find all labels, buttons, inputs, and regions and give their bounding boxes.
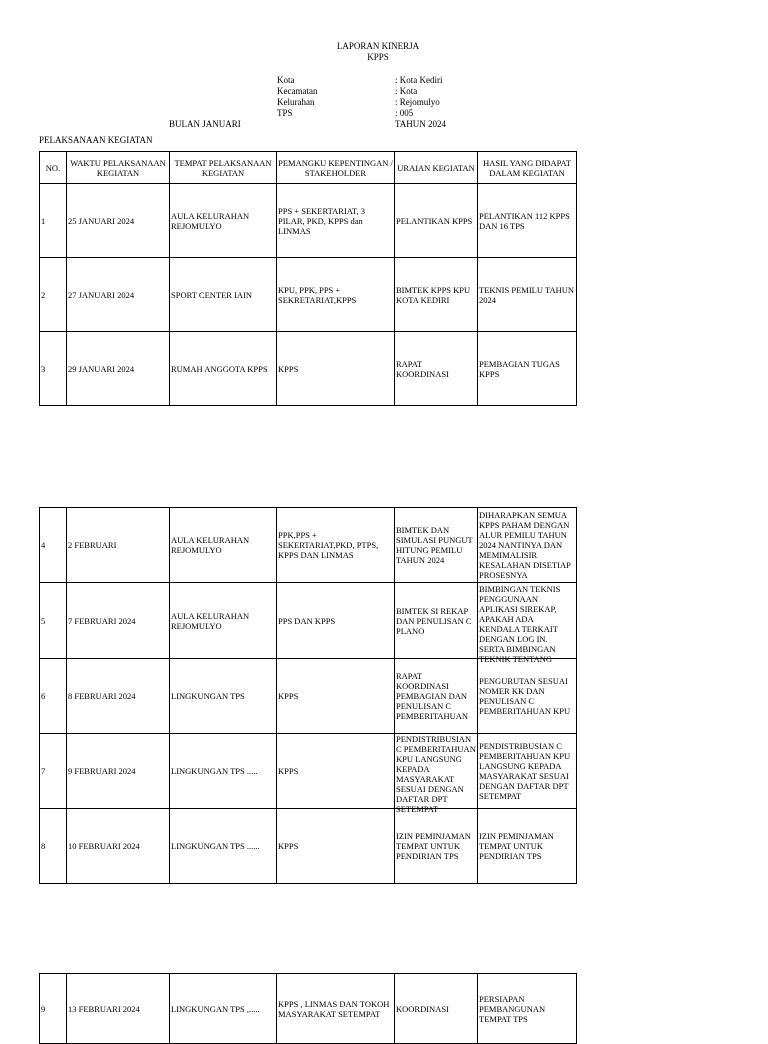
table-row [40, 332, 577, 406]
table-row [40, 508, 577, 583]
table-row [40, 184, 577, 258]
cell-date: 9 FEBRUARI 2024 [67, 734, 170, 809]
info-value: : Rejomulyo [395, 97, 440, 107]
cell-place: AULA KELURAHAN REJOMULYO [170, 508, 277, 583]
activity-table-part-2 [39, 507, 577, 884]
cell-no: 6 [40, 659, 67, 734]
cell-no: 1 [40, 184, 67, 258]
cell-activity: IZIN PEMINJAMAN TEMPAT UNTUK PENDIRIAN TPS [395, 809, 478, 884]
cell-result: TEKNIS PEMILU TAHUN 2024 [478, 258, 577, 332]
cell-date: 13 FEBRUARI 2024 [67, 974, 170, 1044]
table-row [40, 659, 577, 734]
cell-result [478, 508, 577, 583]
cell-activity: BIMTEK KPPS KPU KOTA KEDIRI [395, 258, 478, 332]
info-value: : 005 [395, 108, 414, 118]
info-label: TPS [277, 108, 293, 118]
cell-activity: RAPAT KOORDINASI [395, 332, 478, 406]
cell-activity: KOORDINASI [395, 974, 478, 1044]
cell-date: 7 FEBRUARI 2024 [67, 583, 170, 659]
info-value: : Kota Kediri [395, 75, 443, 85]
cell-no: 9 [40, 974, 67, 1044]
cell-place: AULA KELURAHAN REJOMULYO [170, 184, 277, 258]
header-activity: URAIAN KEGIATAN [395, 152, 478, 184]
cell-stakeholder: KPPS [277, 659, 395, 734]
cell-result-text: BIMBINGAN TEKNIS PENGGUNAAN APLIKASI SIREKAP, APAKAH ADA KENDALA TERKAIT DENGAN LOG IN. SERTA BIMBINGAN TEKNIK TENTANG [479, 583, 561, 664]
cell-place: LINGKUNGAN TPS [170, 659, 277, 734]
header-place: TEMPAT PELAKSANAAN KEGIATAN [170, 152, 277, 184]
cell-date: 10 FEBRUARI 2024 [67, 809, 170, 884]
table-header-row [40, 152, 577, 184]
cell-place: LINGKUNGAN TPS ...... [170, 809, 277, 884]
cell-date: 8 FEBRUARI 2024 [67, 659, 170, 734]
cell-stakeholder: PPS + SEKERTARIAT, 3 PILAR, PKD, KPPS dan LINMAS [277, 184, 395, 258]
cell-result: PEMBAGIAN TUGAS KPPS [478, 332, 577, 406]
cell-date: 27 JANUARI 2024 [67, 258, 170, 332]
cell-stakeholder: KPPS , LINMAS DAN TOKOH MASYARAKAT SETEMPAT [277, 974, 395, 1044]
cell-no: 2 [40, 258, 67, 332]
cell-result: PELANTIKAN 112 KPPS DAN 16 TPS [478, 184, 577, 258]
table-row [40, 734, 577, 809]
cell-activity: BIMTEK SI REKAP DAN PENULISAN C PLANO [395, 583, 478, 659]
cell-no: 5 [40, 583, 67, 659]
cell-stakeholder: KPPS [277, 332, 395, 406]
cell-place: RUMAH ANGGOTA KPPS [170, 332, 277, 406]
cell-no: 7 [40, 734, 67, 809]
header-date: WAKTU PELAKSANAAN KEGIATAN [67, 152, 170, 184]
table-row [40, 809, 577, 884]
cell-activity: RAPAT KOORDINASI PEMBAGIAN DAN PENULISAN C PEMBERITAHUAN [395, 659, 478, 734]
cell-place: LINGKUNGAN TPS ..... [170, 734, 277, 809]
info-value: : Kota [395, 86, 418, 96]
table-row [40, 258, 577, 332]
cell-result: PENDISTRIBUSIAN C PEMBERITAHUAN KPU LANGSUNG KEPADA MASYARAKAT SESUAI DENGAN DAFTAR DPT SETEMPAT [478, 734, 577, 809]
cell-activity: BIMTEK DAN SIMULASI PUNGUT HITUNG PEMILU TAHUN 2024 [395, 508, 478, 583]
header-no: NO. [40, 152, 67, 184]
cell-result: PENGURUTAN SESUAI NOMER KK DAN PENULISAN C PEMBERITAHUAN KPU [478, 659, 577, 734]
info-label: Kota [277, 75, 295, 85]
cell-stakeholder: PPS DAN KPPS [277, 583, 395, 659]
header-result: HASIL YANG DIDAPAT DALAM KEGIATAN [478, 152, 577, 184]
section-title: PELAKSANAAN KEGIATAN [39, 135, 153, 145]
cell-no: 4 [40, 508, 67, 583]
cell-place: AULA KELURAHAN REJOMULYO [170, 583, 277, 659]
cell-stakeholder: PPK,PPS + SEKERTARIAT,PKD, PTPS, KPPS DAN LINMAS [277, 508, 395, 583]
info-label: Kecamatan [277, 86, 318, 96]
cell-date: 25 JANUARI 2024 [67, 184, 170, 258]
cell-stakeholder: KPU, PPK, PPS + SEKRETARIAT,KPPS [277, 258, 395, 332]
activity-table-part-1 [39, 151, 577, 406]
cell-result: IZIN PEMINJAMAN TEMPAT UNTUK PENDIRIAN TPS [478, 809, 577, 884]
activity-table-part-3 [39, 973, 577, 1044]
header-stakeholder: PEMANGKU KEPENTINGAN / STAKEHOLDER [277, 152, 395, 184]
cell-result-text: DIHARAPKAN SEMUA KPPS PAHAM DENGAN ALUR PEMILU TAHUN 2024 NANTINYA DAN MEMIMALISIR KESALAHAN DISETIAP PROSESNYA [479, 510, 571, 580]
cell-no: 3 [40, 332, 67, 406]
report-month: BULAN JANUARI [169, 119, 241, 129]
report-title: LAPORAN KINERJA [336, 41, 420, 51]
cell-place: SPORT CENTER IAIN [170, 258, 277, 332]
cell-place: LINGKUNGAN TPS ,..... [170, 974, 277, 1044]
cell-activity-text: PENDISTRIBUSIAN C PEMBERITAHUAN KPU LANGSUNG KEPADA MASYARAKAT SESUAI DENGAN DAFTAR DPT SETEMPAT [396, 734, 476, 814]
cell-activity: PELANTIKAN KPPS [395, 184, 478, 258]
cell-date: 29 JANUARI 2024 [67, 332, 170, 406]
table-row [40, 583, 577, 659]
cell-result: PERSIAPAN PEMBANGUNAN TEMPAT TPS [478, 974, 577, 1044]
cell-stakeholder: KPPS [277, 809, 395, 884]
report-subtitle: KPPS [367, 52, 389, 62]
report-year: TAHUN 2024 [395, 119, 447, 129]
cell-stakeholder: KPPS [277, 734, 395, 809]
info-label: Kelurahan [277, 97, 315, 107]
cell-result [478, 583, 577, 664]
cell-date: 2 FEBRUARI [67, 508, 170, 583]
cell-activity [395, 734, 478, 814]
cell-no: 8 [40, 809, 67, 884]
table-row [40, 974, 577, 1044]
